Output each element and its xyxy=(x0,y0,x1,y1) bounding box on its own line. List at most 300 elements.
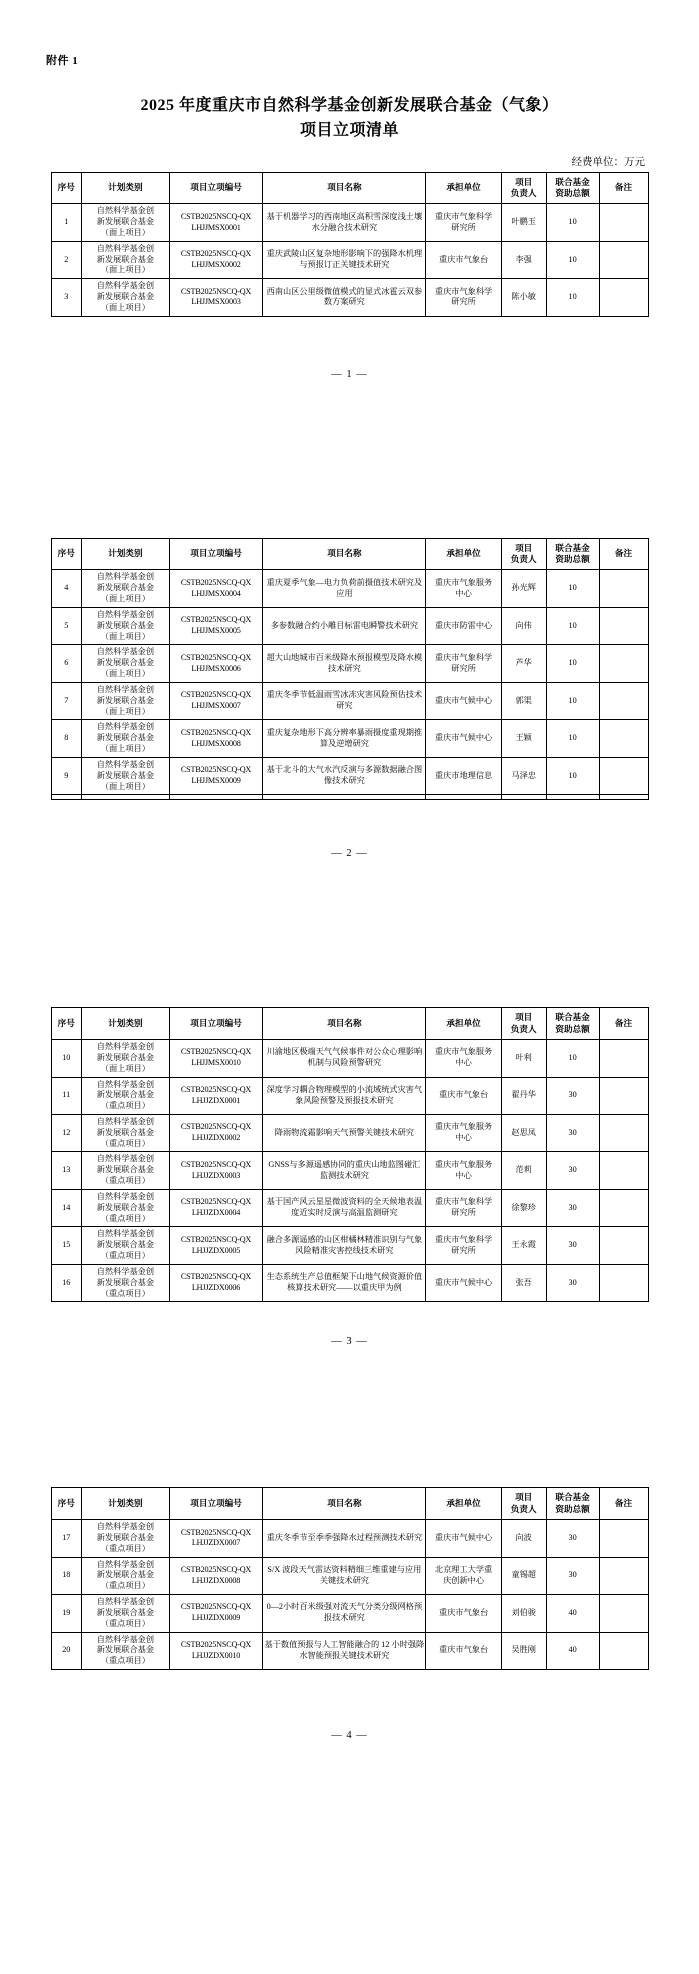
th-project-code: 项目立项编号 xyxy=(169,1008,263,1040)
cell-note xyxy=(599,1520,648,1557)
cell-project-code xyxy=(169,1227,263,1264)
cell-amount: 40 xyxy=(546,1632,599,1669)
plan-type-line1: 自然科学基金创 xyxy=(96,1116,155,1126)
page-break-2 xyxy=(0,859,699,951)
unit-line1: 重庆市气象科学 xyxy=(434,1197,493,1207)
code-line1: CSTB2025NSCQ-QX xyxy=(180,690,252,700)
plan-type-line1: 自然科学基金创 xyxy=(96,1042,155,1052)
cell-project-code xyxy=(169,1114,263,1151)
cell-host-unit xyxy=(426,1114,501,1151)
code-line1: CSTB2025NSCQ-QX xyxy=(180,1159,252,1169)
attachment-label: 附件 1 xyxy=(46,55,79,67)
cell-plan-type xyxy=(82,682,170,719)
code-line1: CSTB2025NSCQ-QX xyxy=(180,286,252,296)
cell-seq: 17 xyxy=(51,1520,82,1557)
cell-note xyxy=(599,1189,648,1226)
document-page-2 xyxy=(0,476,699,860)
cell-host-unit xyxy=(426,1557,501,1594)
cell-project-name: 多参数融合约小雕目标雷电瞬警技术研究 xyxy=(263,607,426,644)
plan-type-line1: 自然科学基金创 xyxy=(96,1522,155,1532)
code-line1: CSTB2025NSCQ-QX xyxy=(180,727,252,737)
cell-leader: 叶利 xyxy=(501,1040,546,1077)
project-table-page2 xyxy=(51,538,649,801)
unit-line1: 重庆市气象服务 xyxy=(434,1122,493,1132)
cell-amount: 30 xyxy=(546,1557,599,1594)
unit-line1: 重庆市气象台 xyxy=(439,254,489,264)
plan-type-line1: 自然科学基金创 xyxy=(96,1559,155,1569)
th-host-unit: 承担单位 xyxy=(426,172,501,204)
code-line1: CSTB2025NSCQ-QX xyxy=(180,249,252,259)
cell-plan-type xyxy=(82,757,170,794)
cell-amount: 30 xyxy=(546,1152,599,1189)
plan-type-line2: 新发展联合基金 xyxy=(96,583,155,593)
th-note: 备注 xyxy=(599,172,648,204)
plan-type-line3: （面上项目） xyxy=(100,744,150,754)
unit-line1: 北京理工大学重 xyxy=(434,1564,493,1574)
table-header-row xyxy=(51,172,648,204)
code-line1: CSTB2025NSCQ-QX xyxy=(180,1122,252,1132)
cell-plan-type xyxy=(82,645,170,682)
cell-note xyxy=(599,1264,648,1301)
th-leader-line2: 负责人 xyxy=(510,187,537,198)
cell-seq: 16 xyxy=(51,1264,82,1301)
cell-project-name: 西南山区公里级微值模式的显式冰雹云双参数方案研究 xyxy=(263,279,426,316)
plan-type-line3: （面上项目） xyxy=(100,227,150,237)
cell-host-unit xyxy=(426,1595,501,1632)
code-line1: CSTB2025NSCQ-QX xyxy=(180,1564,252,1574)
cell-host-unit xyxy=(426,1520,501,1557)
cell-amount: 10 xyxy=(546,279,599,316)
cell-seq: 10 xyxy=(51,1040,82,1077)
cell-plan-type xyxy=(82,1632,170,1669)
cell-host-unit xyxy=(426,1077,501,1114)
th-leader-line1: 项目 xyxy=(515,542,533,553)
table-row xyxy=(51,607,648,644)
th-seq: 序号 xyxy=(51,172,82,204)
cell-host-unit xyxy=(426,1189,501,1226)
cell-project-name: 基于数值预报与人工智能融合的 12 小时强降水智能预报关键技术研究 xyxy=(263,1632,426,1669)
page-title-line1: 2025 年度重庆市自然科学基金创新发展联合基金（气象） xyxy=(140,97,559,114)
code-line1: CSTB2025NSCQ-QX xyxy=(180,1272,252,1282)
cell-host-unit xyxy=(426,1264,501,1301)
cell-project-name: 重庆复杂地形下高分辨率暴雨摄度重现期推算及逆增研究 xyxy=(263,720,426,757)
unit-line2: 中心 xyxy=(455,1058,472,1068)
code-line2: LHJJMSX0003 xyxy=(191,297,241,307)
cell-host-unit xyxy=(426,682,501,719)
cell-plan-type xyxy=(82,795,170,800)
table-row xyxy=(51,241,648,278)
th-leader-line2: 负责人 xyxy=(510,554,537,565)
cell-amount: 10 xyxy=(546,645,599,682)
cell-amount: 10 xyxy=(546,757,599,794)
plan-type-line2: 新发展联合基金 xyxy=(96,695,155,705)
cell-amount: 30 xyxy=(546,1114,599,1151)
cell-project-code xyxy=(169,241,263,278)
plan-type-line1: 自然科学基金创 xyxy=(96,647,155,657)
th-leader xyxy=(501,538,546,570)
cell-amount: 10 xyxy=(546,720,599,757)
cell-amount: 10 xyxy=(546,607,599,644)
cell-leader: 王颖 xyxy=(501,720,546,757)
code-line1: CSTB2025NSCQ-QX xyxy=(180,765,252,775)
th-project-code: 项目立项编号 xyxy=(169,172,263,204)
table-row xyxy=(51,204,648,241)
cell-plan-type xyxy=(82,570,170,607)
cell-seq: 8 xyxy=(51,720,82,757)
code-line2: LHJJMSX0008 xyxy=(191,738,241,748)
th-note: 备注 xyxy=(599,1008,648,1040)
cell-project-code xyxy=(169,1152,263,1189)
th-project-code: 项目立项编号 xyxy=(169,538,263,570)
table-row xyxy=(51,1152,648,1189)
plan-type-line2: 新发展联合基金 xyxy=(96,1202,155,1212)
th-leader xyxy=(501,172,546,204)
code-line2: LHJJMSX0009 xyxy=(191,776,241,786)
cell-note xyxy=(599,1114,648,1151)
cell-plan-type xyxy=(82,607,170,644)
th-seq: 序号 xyxy=(51,538,82,570)
th-leader-line1: 项目 xyxy=(515,1492,533,1503)
plan-type-line1: 自然科学基金创 xyxy=(96,1229,155,1239)
th-amount-line1: 联合基金 xyxy=(555,176,590,187)
plan-type-line1: 自然科学基金创 xyxy=(96,243,155,253)
cell-plan-type xyxy=(82,1040,170,1077)
page-title xyxy=(115,94,585,144)
table-row xyxy=(51,720,648,757)
th-project-name: 项目名称 xyxy=(263,1008,426,1040)
unit-line1: 重庆市气象科学 xyxy=(434,211,493,221)
cell-seq: 9 xyxy=(51,757,82,794)
table-row xyxy=(51,682,648,719)
plan-type-line1: 自然科学基金创 xyxy=(96,1634,155,1644)
plan-type-line3: （重点项目） xyxy=(100,1138,150,1148)
plan-type-line2: 新发展联合基金 xyxy=(96,658,155,668)
plan-type-line2: 新发展联合基金 xyxy=(96,1052,155,1062)
cell-project-code xyxy=(169,1595,263,1632)
code-line1: CSTB2025NSCQ-QX xyxy=(180,1234,252,1244)
th-project-name: 项目名称 xyxy=(263,1488,426,1520)
cell-project-code xyxy=(169,795,263,800)
unit-line1: 重庆市气象台 xyxy=(439,1607,489,1617)
cell-project-name: 川渝地区极端天气气候事件对公众心理影响机制与风险预警研究 xyxy=(263,1040,426,1077)
cell-amount: 30 xyxy=(546,1227,599,1264)
unit-line2: 研究所 xyxy=(451,297,476,307)
cell-seq: 19 xyxy=(51,1595,82,1632)
plan-type-line3: （面上项目） xyxy=(100,781,150,791)
cell-project-name: 降雨物流霜影响天气预警关键技术研究 xyxy=(263,1114,426,1151)
cell-project-code xyxy=(169,1632,263,1669)
th-host-unit: 承担单位 xyxy=(426,538,501,570)
cell-project-code xyxy=(169,1189,263,1226)
plan-type-line1: 自然科学基金创 xyxy=(96,1191,155,1201)
cell-host-unit xyxy=(426,570,501,607)
document-page-4 xyxy=(0,1435,699,1765)
th-note: 备注 xyxy=(599,538,648,570)
cell-project-name: 重庆夏季气象—电力负荷前摄值技术研究及应用 xyxy=(263,570,426,607)
cell-host-unit xyxy=(426,204,501,241)
unit-line2: 研究所 xyxy=(451,663,476,673)
th-amount-line1: 联合基金 xyxy=(555,1492,590,1503)
code-line1: CSTB2025NSCQ-QX xyxy=(180,1084,252,1094)
code-line2: LHJJZDX0008 xyxy=(191,1575,241,1585)
cell-note xyxy=(599,1040,648,1077)
cell-leader: 郭渠 xyxy=(501,682,546,719)
th-amount xyxy=(546,538,599,570)
plan-type-line1: 自然科学基金创 xyxy=(96,281,155,291)
table-header-row xyxy=(51,1008,648,1040)
cell-note xyxy=(599,1227,648,1264)
code-line2: LHJJZDX0004 xyxy=(191,1208,241,1218)
cell-project-name: 重庆冬季节低温雨雪冰冻灾害风险预估技术研究 xyxy=(263,682,426,719)
cell-plan-type xyxy=(82,279,170,316)
table-row xyxy=(51,757,648,794)
cell-note xyxy=(599,645,648,682)
page-break-3 xyxy=(0,1347,699,1435)
code-line2: LHJJMSX0004 xyxy=(191,588,241,598)
cell-note xyxy=(599,570,648,607)
plan-type-line1: 自然科学基金创 xyxy=(96,684,155,694)
cell-amount: 10 xyxy=(546,1040,599,1077)
cell-project-name: 重庆冬季节至季季强降水过程预测技术研究 xyxy=(263,1520,426,1557)
cell-project-code xyxy=(169,1557,263,1594)
plan-type-line3: （面上项目） xyxy=(100,302,150,312)
th-leader xyxy=(501,1008,546,1040)
cell-amount: 10 xyxy=(546,682,599,719)
th-amount xyxy=(546,1008,599,1040)
table-row xyxy=(51,1077,648,1114)
cell-plan-type xyxy=(82,1557,170,1594)
th-amount xyxy=(546,172,599,204)
plan-type-line3: （面上项目） xyxy=(100,265,150,275)
cell-project-name: 基于国产风云星星微波资料的全天候地表温度近实时反演与高温监测研究 xyxy=(263,1189,426,1226)
cell-leader: 刘伯骏 xyxy=(501,1595,546,1632)
plan-type-line2: 新发展联合基金 xyxy=(96,733,155,743)
cell-project-name: GNSS与多源遥感协同的重庆山地监图碰汇监测技术研究 xyxy=(263,1152,426,1189)
cell-seq: 11 xyxy=(51,1077,82,1114)
cell-leader: 翟丹华 xyxy=(501,1077,546,1114)
cell-plan-type xyxy=(82,204,170,241)
cell-note xyxy=(599,241,648,278)
th-plan-type: 计划类别 xyxy=(82,172,170,204)
th-project-code: 项目立项编号 xyxy=(169,1488,263,1520)
cell-host-unit xyxy=(426,1152,501,1189)
plan-type-line3: （重点项目） xyxy=(100,1251,150,1261)
plan-type-line1: 自然科学基金创 xyxy=(96,759,155,769)
table-row xyxy=(51,1557,648,1594)
code-line1: CSTB2025NSCQ-QX xyxy=(180,1047,252,1057)
cell-seq: 20 xyxy=(51,1632,82,1669)
cell-plan-type xyxy=(82,1520,170,1557)
cell-host-unit xyxy=(426,1040,501,1077)
plan-type-line3: （重点项目） xyxy=(100,1618,150,1628)
table-row xyxy=(51,1520,648,1557)
cell-leader: 赵思凤 xyxy=(501,1114,546,1151)
code-line2: LHJJZDX0006 xyxy=(191,1283,241,1293)
th-note: 备注 xyxy=(599,1488,648,1520)
plan-type-line2: 新发展联合基金 xyxy=(96,1532,155,1542)
cell-note xyxy=(599,795,648,800)
cell-seq: 13 xyxy=(51,1152,82,1189)
plan-type-line2: 新发展联合基金 xyxy=(96,1090,155,1100)
plan-type-line3: （重点项目） xyxy=(100,1176,150,1186)
th-amount-line2: 资助总额 xyxy=(555,187,590,198)
plan-type-line1: 自然科学基金创 xyxy=(96,572,155,582)
cell-seq: 3 xyxy=(51,279,82,316)
cell-note xyxy=(599,1595,648,1632)
cell-seq: 1 xyxy=(51,204,82,241)
cell-host-unit xyxy=(426,1227,501,1264)
unit-line1: 重庆市气候中心 xyxy=(434,1277,493,1287)
th-host-unit: 承担单位 xyxy=(426,1488,501,1520)
plan-type-line2: 新发展联合基金 xyxy=(96,770,155,780)
plan-type-line3: （重点项目） xyxy=(100,1581,150,1591)
plan-type-line2: 新发展联合基金 xyxy=(96,1127,155,1137)
unit-line1: 重庆市气候中心 xyxy=(434,695,493,705)
cell-note xyxy=(599,279,648,316)
page-number-2: — 2 — xyxy=(331,848,368,860)
code-line2: LHJJMSX0007 xyxy=(191,701,241,711)
cell-note xyxy=(599,607,648,644)
code-line1: CSTB2025NSCQ-QX xyxy=(180,1602,252,1612)
th-amount-line1: 联合基金 xyxy=(555,542,590,553)
cell-seq: 4 xyxy=(51,570,82,607)
cell-host-unit xyxy=(426,241,501,278)
plan-type-line2: 新发展联合基金 xyxy=(96,1607,155,1617)
plan-type-line1: 自然科学基金创 xyxy=(96,1154,155,1164)
table-row xyxy=(51,1264,648,1301)
code-line2: LHJJZDX0002 xyxy=(191,1133,241,1143)
unit-note: 经费单位：万元 xyxy=(571,156,645,168)
plan-type-line2: 新发展联合基金 xyxy=(96,1570,155,1580)
cell-seq xyxy=(51,795,82,800)
cell-leader: 向波 xyxy=(501,1520,546,1557)
cell-amount: 10 xyxy=(546,570,599,607)
cell-leader: 童锡超 xyxy=(501,1557,546,1594)
cell-project-code xyxy=(169,570,263,607)
cell-leader: 张吾 xyxy=(501,1264,546,1301)
cell-seq: 15 xyxy=(51,1227,82,1264)
cell-project-code xyxy=(169,645,263,682)
cell-amount: 40 xyxy=(546,1595,599,1632)
cell-seq: 12 xyxy=(51,1114,82,1151)
code-line2: LHJJZDX0007 xyxy=(191,1538,241,1548)
table-header-row xyxy=(51,1488,648,1520)
cell-project-name: 超大山地城市百米级降水预报模型及降水模技术研究 xyxy=(263,645,426,682)
code-line2: LHJJZDX0003 xyxy=(191,1170,241,1180)
code-line2: LHJJMSX0010 xyxy=(191,1058,241,1068)
cell-leader: 李强 xyxy=(501,241,546,278)
cell-project-name: 重庆武陵山区复杂地形影响下的强降水机理与预报订正关键技术研究 xyxy=(263,241,426,278)
cell-plan-type xyxy=(82,1227,170,1264)
code-line2: LHJJZDX0005 xyxy=(191,1245,241,1255)
th-project-name: 项目名称 xyxy=(263,538,426,570)
cell-project-code xyxy=(169,607,263,644)
unit-line2: 研究所 xyxy=(451,1208,476,1218)
th-leader-line1: 项目 xyxy=(515,1012,533,1023)
unit-line1: 重庆市气象科学 xyxy=(434,286,493,296)
cell-amount: 30 xyxy=(546,1520,599,1557)
cell-project-code xyxy=(169,279,263,316)
cell-plan-type xyxy=(82,1264,170,1301)
th-plan-type: 计划类别 xyxy=(82,1008,170,1040)
cell-seq: 14 xyxy=(51,1189,82,1226)
cell-leader: 芦华 xyxy=(501,645,546,682)
project-table-page4 xyxy=(51,1487,649,1670)
project-table-page3 xyxy=(51,1007,649,1302)
table-row xyxy=(51,1227,648,1264)
cell-seq: 5 xyxy=(51,607,82,644)
cell-project-code xyxy=(169,1264,263,1301)
unit-line2: 中心 xyxy=(455,1133,472,1143)
cell-host-unit xyxy=(426,757,501,794)
unit-line1: 重庆市气候中心 xyxy=(434,733,493,743)
unit-line1: 重庆市气象科学 xyxy=(434,652,493,662)
cell-project-name xyxy=(263,795,426,800)
cell-note xyxy=(599,720,648,757)
table-row xyxy=(51,279,648,316)
code-line2: LHJJZDX0010 xyxy=(191,1650,241,1660)
code-line1: CSTB2025NSCQ-QX xyxy=(180,577,252,587)
cell-project-code xyxy=(169,1040,263,1077)
cell-project-code xyxy=(169,720,263,757)
cell-project-name: 生态系统生产总值框架下山地气候资源价值核算技术研究——以重庆甲为例 xyxy=(263,1264,426,1301)
th-amount-line2: 资助总额 xyxy=(555,1503,590,1514)
cell-note xyxy=(599,682,648,719)
cell-note xyxy=(599,1632,648,1669)
cell-host-unit xyxy=(426,1632,501,1669)
th-amount-line1: 联合基金 xyxy=(555,1012,590,1023)
cell-host-unit xyxy=(426,720,501,757)
th-leader-line2: 负责人 xyxy=(510,1023,537,1034)
code-line1: CSTB2025NSCQ-QX xyxy=(180,615,252,625)
plan-type-line3: （面上项目） xyxy=(100,594,150,604)
cell-amount: 10 xyxy=(546,204,599,241)
cell-amount xyxy=(546,795,599,800)
cell-plan-type xyxy=(82,720,170,757)
cell-project-name: 融合多源遥感的山区柑橘林精准识别与气象风险精准灾害控线技术研究 xyxy=(263,1227,426,1264)
plan-type-line3: （面上项目） xyxy=(100,706,150,716)
table-header-row xyxy=(51,538,648,570)
th-project-name: 项目名称 xyxy=(263,172,426,204)
cell-project-code xyxy=(169,757,263,794)
th-amount-line2: 资助总额 xyxy=(555,554,590,565)
project-table-page1 xyxy=(51,172,649,317)
cell-host-unit xyxy=(426,279,501,316)
cell-plan-type xyxy=(82,1595,170,1632)
plan-type-line2: 新发展联合基金 xyxy=(96,1277,155,1287)
unit-line2: 中心 xyxy=(455,588,472,598)
th-leader-line2: 负责人 xyxy=(510,1503,537,1514)
table-row xyxy=(51,1632,648,1669)
page-number-1: — 1 — xyxy=(331,368,368,380)
unit-line1: 重庆市气候中心 xyxy=(434,1532,493,1542)
cell-plan-type xyxy=(82,1189,170,1226)
cell-note xyxy=(599,1557,648,1594)
plan-type-line2: 新发展联合基金 xyxy=(96,1645,155,1655)
th-amount xyxy=(546,1488,599,1520)
cell-seq: 2 xyxy=(51,241,82,278)
cell-leader: 孙光辉 xyxy=(501,570,546,607)
cell-project-name: 基于机器学习的西南地区高积雪深度浅土壤水分融合技术研究 xyxy=(263,204,426,241)
cell-amount: 30 xyxy=(546,1264,599,1301)
cell-amount: 30 xyxy=(546,1077,599,1114)
cell-leader: 王永霞 xyxy=(501,1227,546,1264)
plan-type-line1: 自然科学基金创 xyxy=(96,206,155,216)
cell-leader: 吴胜刚 xyxy=(501,1632,546,1669)
plan-type-line2: 新发展联合基金 xyxy=(96,1165,155,1175)
unit-line1: 重庆市气象科学 xyxy=(434,1234,493,1244)
code-line2: LHJJMSX0002 xyxy=(191,260,241,269)
